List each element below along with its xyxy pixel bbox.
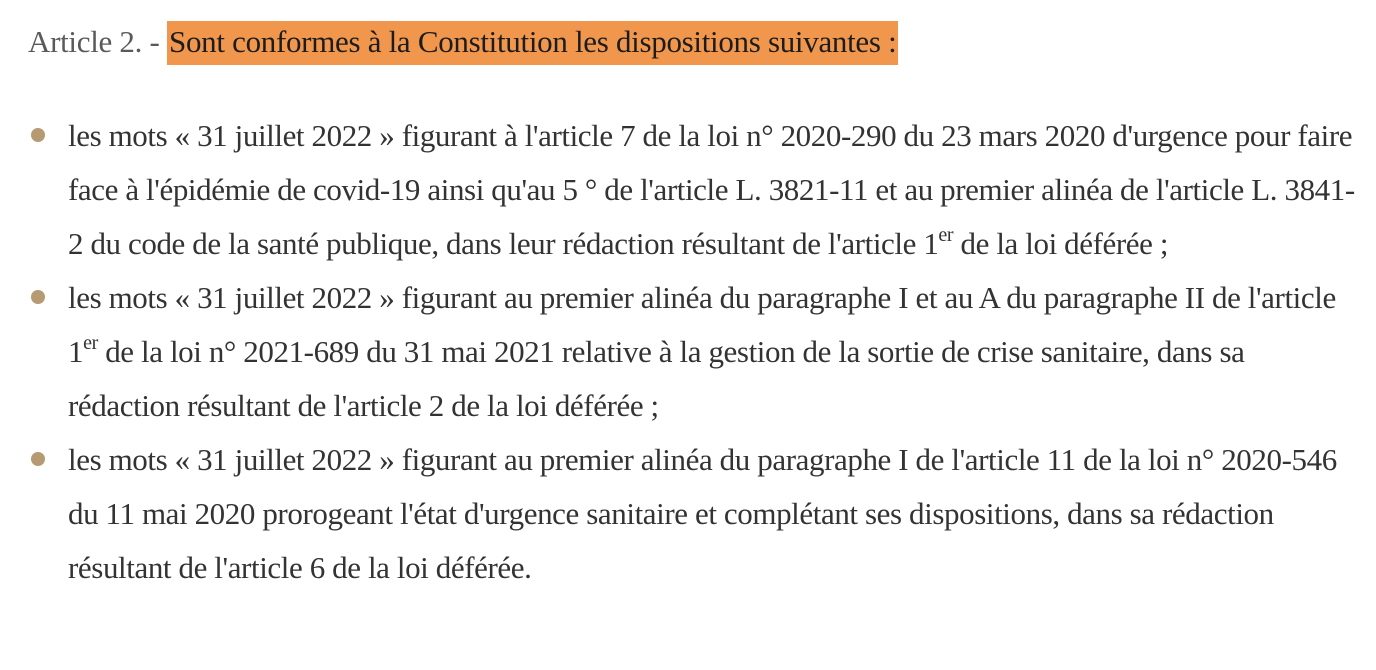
list-item-text: les mots « 31 juillet 2022 » figurant au premier alinéa du paragraphe I de l'article 11 de la loi n° 2020-546 du 11 mai 2020 prorogeant l'état d'urgence sanitaire et complétant ses dispositions, dans sa rédaction résultant de l'article 6 de la loi déférée.: [68, 442, 1337, 585]
article-number-label: Article 2. -: [28, 24, 167, 59]
list-item-text-end: de la loi déférée ;: [953, 226, 1169, 261]
list-item: [0, 271, 1376, 433]
bullet-icon: [31, 128, 45, 142]
list-item-text: les mots « 31 juillet 2022 » figurant au premier alinéa du paragraphe I et au A du paragraphe II de l'article 1: [68, 280, 1336, 369]
list-item-text-end: de la loi n° 2021-689 du 31 mai 2021 relative à la gestion de la sortie de crise sanitaire, dans sa rédaction résultant de l'article 2 de la loi déférée ;: [68, 334, 1245, 423]
bullet-icon: [31, 452, 45, 466]
list-item: [0, 433, 1376, 595]
list-item-text: les mots « 31 juillet 2022 » figurant à l'article 7 de la loi n° 2020-290 du 23 mars 2020 d'urgence pour faire face à l'épidémie de covid-19 ainsi qu'au 5 ° de l'article L. 3821-11 et au premier alinéa de l'article L. 3841-2 du code de la santé publique, dans leur rédaction résultant de l'article 1: [68, 118, 1355, 261]
article-heading: [28, 18, 898, 66]
superscript-ordinal: er: [938, 224, 954, 246]
superscript-ordinal: er: [83, 332, 98, 354]
list-item: [0, 109, 1376, 271]
bullet-icon: [31, 290, 45, 304]
dispositions-list: [0, 109, 1376, 595]
highlighted-heading-text: Sont conformes à la Constitution les dispositions suivantes :: [167, 21, 898, 65]
